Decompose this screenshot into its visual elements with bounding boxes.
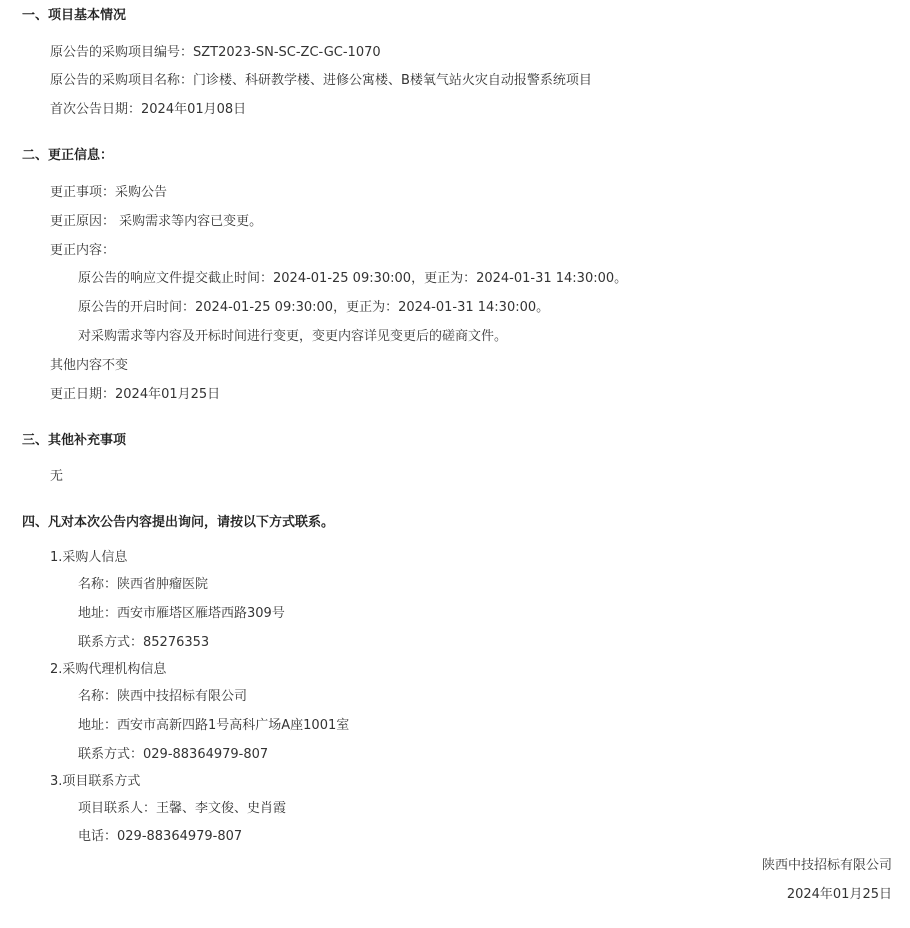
project-contact-persons: 项目联系人：王馨、李文俊、史肖霞 bbox=[78, 801, 287, 816]
section4-heading: 四、凡对本次公告内容提出询问，请按以下方式联系。 bbox=[22, 515, 335, 530]
purchaser-name: 名称：陕西省肿瘤医院 bbox=[78, 577, 209, 592]
correction-content-line: 原公告的开启时间：2024-01-25 09:30:00，更正为：2024-01-31 14:30:00。 bbox=[78, 300, 550, 315]
agency-address: 地址：西安市高新四路1号高科广场A座1001室 bbox=[78, 718, 350, 733]
section1-heading: 一、项目基本情况 bbox=[22, 8, 127, 23]
correction-date: 更正日期：2024年01月25日 bbox=[50, 387, 221, 402]
footer-company: 陕西中技招标有限公司 bbox=[761, 858, 892, 873]
correction-item: 更正事项：采购公告 bbox=[50, 185, 168, 200]
first-announcement-date: 首次公告日期：2024年01月08日 bbox=[50, 102, 247, 117]
correction-content-line: 对采购需求等内容及开标时间进行变更，变更内容详见变更后的磋商文件。 bbox=[78, 329, 508, 344]
footer-date: 2024年01月25日 bbox=[786, 887, 892, 902]
agency-name: 名称：陕西中技招标有限公司 bbox=[78, 689, 248, 704]
correction-content-line: 原公告的响应文件提交截止时间：2024-01-25 09:30:00，更正为：2024-01-31 14:30:00。 bbox=[78, 271, 628, 286]
agency-info-title: 2.采购代理机构信息 bbox=[50, 662, 167, 677]
project-contact-phone: 电话：029-88364979-807 bbox=[78, 829, 243, 844]
project-number: 原公告的采购项目编号：SZT2023-SN-SC-ZC-GC-1070 bbox=[50, 45, 381, 60]
correction-reason: 更正原因： 采购需求等内容已变更。 bbox=[50, 214, 263, 229]
project-contact-title: 3.项目联系方式 bbox=[50, 774, 141, 789]
section2-heading: 二、更正信息： bbox=[22, 148, 114, 163]
purchaser-address: 地址：西安市雁塔区雁塔西路309号 bbox=[78, 606, 285, 621]
purchaser-info-title: 1.采购人信息 bbox=[50, 550, 128, 565]
section3-heading: 三、其他补充事项 bbox=[22, 433, 127, 448]
project-name: 原公告的采购项目名称：门诊楼、科研教学楼、进修公寓楼、B楼氧气站火灾自动报警系统项目 bbox=[50, 73, 592, 88]
purchaser-contact: 联系方式：85276353 bbox=[78, 635, 210, 650]
supplementary-content: 无 bbox=[50, 469, 64, 484]
other-content-unchanged: 其他内容不变 bbox=[50, 358, 129, 373]
agency-contact: 联系方式：029-88364979-807 bbox=[78, 747, 269, 762]
correction-content-label: 更正内容： bbox=[50, 243, 116, 258]
